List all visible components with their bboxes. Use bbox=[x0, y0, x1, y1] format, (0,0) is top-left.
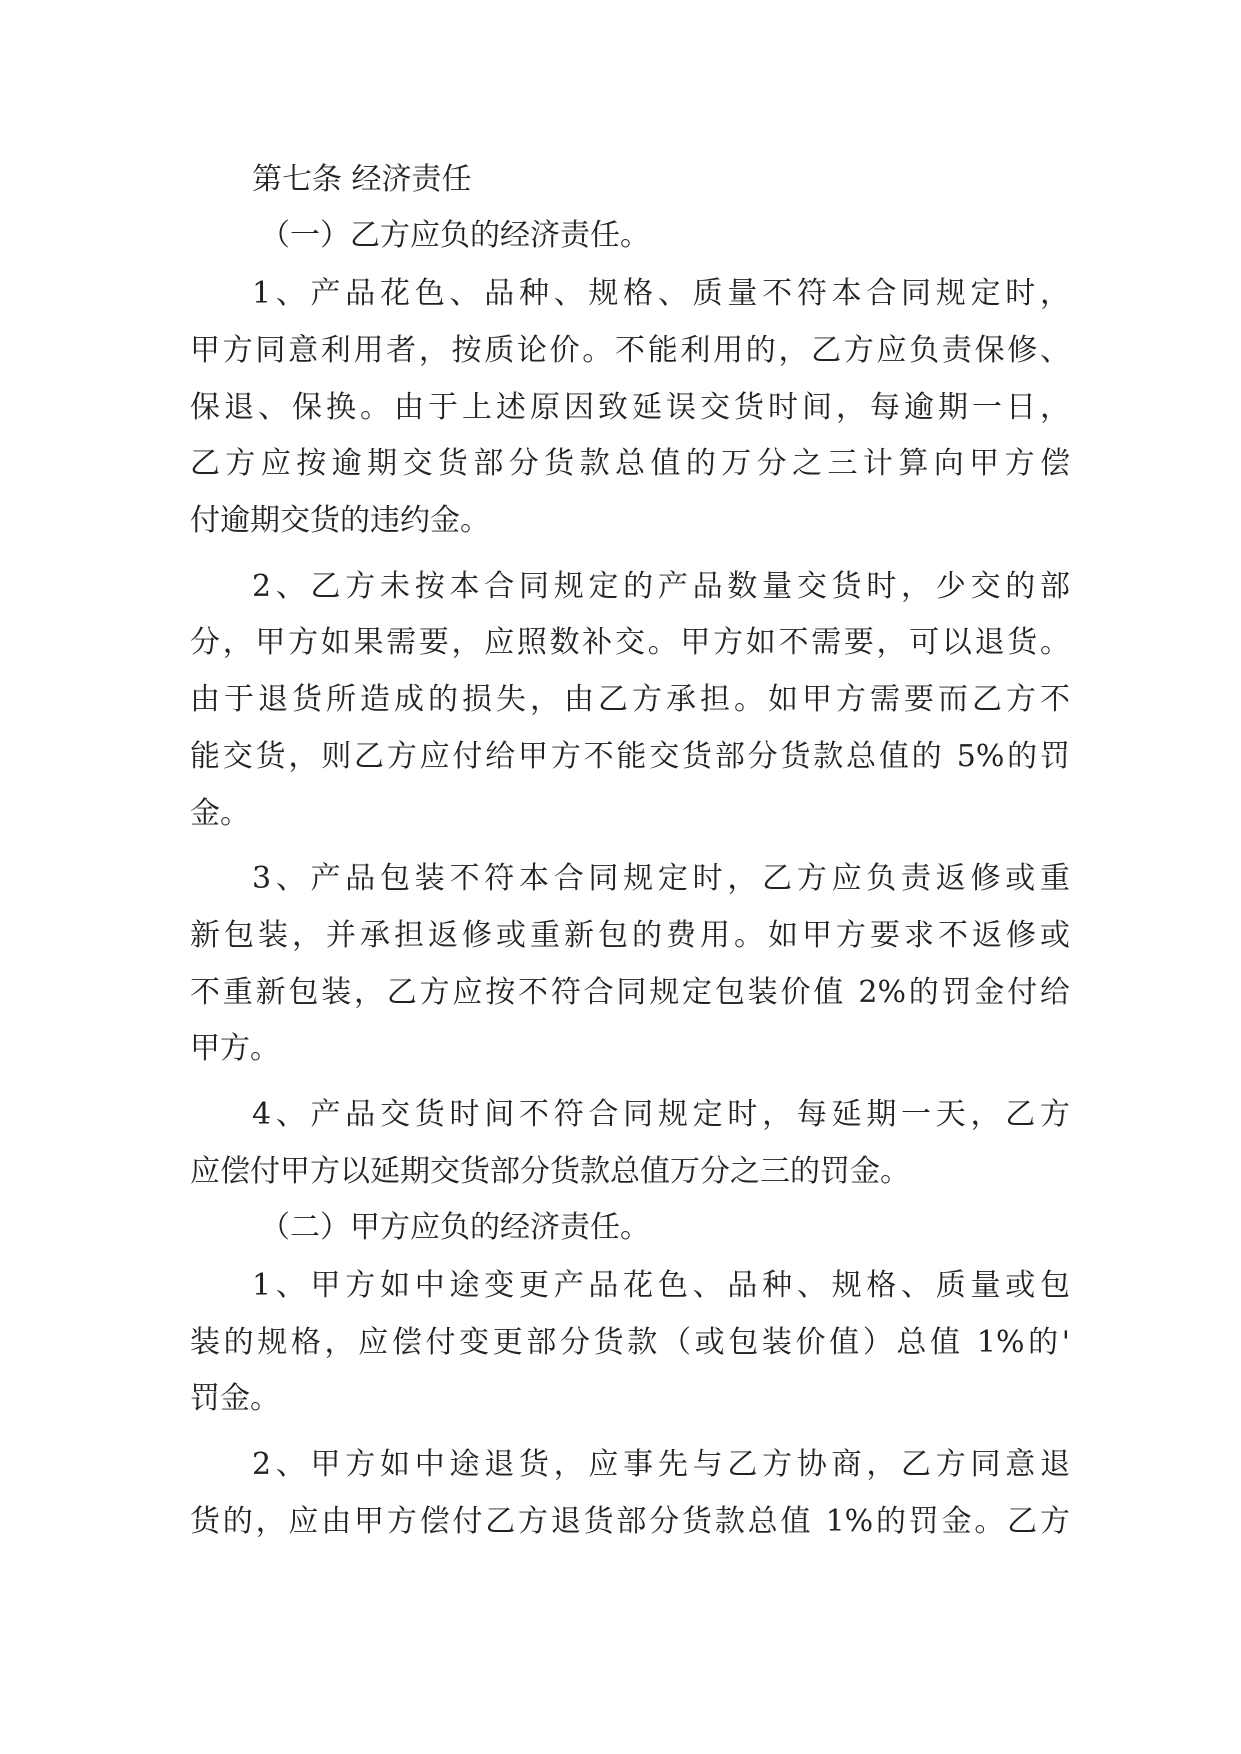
item3-line2: 新包装，并承担返修或重新包的费用。如甲方要求不返修或 bbox=[190, 918, 1070, 953]
item2-line4: 能交货，则乙方应付给甲方不能交货部分货款总值的 5%的罚 bbox=[190, 739, 1070, 774]
item5-line2: 装的规格，应偿付变更部分货款（或包装价值）总值 1%的' bbox=[190, 1325, 1070, 1360]
section-title-party-a: （二）甲方应负的经济责任。 bbox=[260, 1210, 650, 1245]
item1-line3: 保退、保换。由于上述原因致延误交货时间，每逾期一日， bbox=[190, 390, 1070, 425]
item3-line4: 甲方。 bbox=[190, 1031, 280, 1066]
item3-line1: 3、产品包装不符本合同规定时，乙方应负责返修或重 bbox=[252, 861, 1070, 896]
item1-line5: 付逾期交货的违约金。 bbox=[190, 503, 490, 538]
item6-line2: 货的，应由甲方偿付乙方退货部分货款总值 1%的罚金。乙方 bbox=[190, 1504, 1070, 1539]
item2-line1: 2、乙方未按本合同规定的产品数量交货时，少交的部 bbox=[252, 569, 1070, 604]
item4-line1: 4、产品交货时间不符合同规定时，每延期一天，乙方 bbox=[252, 1097, 1070, 1132]
article-heading: 第七条 经济责任 bbox=[252, 162, 472, 197]
item3-line3: 不重新包装，乙方应按不符合同规定包装价值 2%的罚金付给 bbox=[190, 975, 1070, 1010]
item1-line1: 1、产品花色、品种、规格、质量不符本合同规定时， bbox=[252, 276, 1070, 311]
item4-line2: 应偿付甲方以延期交货部分货款总值万分之三的罚金。 bbox=[190, 1154, 910, 1189]
section-title-party-b: （一）乙方应负的经济责任。 bbox=[260, 218, 650, 253]
item5-line1: 1、甲方如中途变更产品花色、品种、规格、质量或包 bbox=[252, 1268, 1070, 1303]
item2-line3: 由于退货所造成的损失，由乙方承担。如甲方需要而乙方不 bbox=[190, 682, 1070, 717]
item6-line1: 2、甲方如中途退货，应事先与乙方协商，乙方同意退 bbox=[252, 1447, 1070, 1482]
item5-line3: 罚金。 bbox=[190, 1381, 280, 1416]
item1-line2: 甲方同意利用者，按质论价。不能利用的，乙方应负责保修、 bbox=[190, 333, 1070, 368]
item2-line5: 金。 bbox=[190, 796, 250, 831]
item2-line2: 分，甲方如果需要，应照数补交。甲方如不需要，可以退货。 bbox=[190, 625, 1070, 660]
item1-line4: 乙方应按逾期交货部分货款总值的万分之三计算向甲方偿 bbox=[190, 446, 1070, 481]
